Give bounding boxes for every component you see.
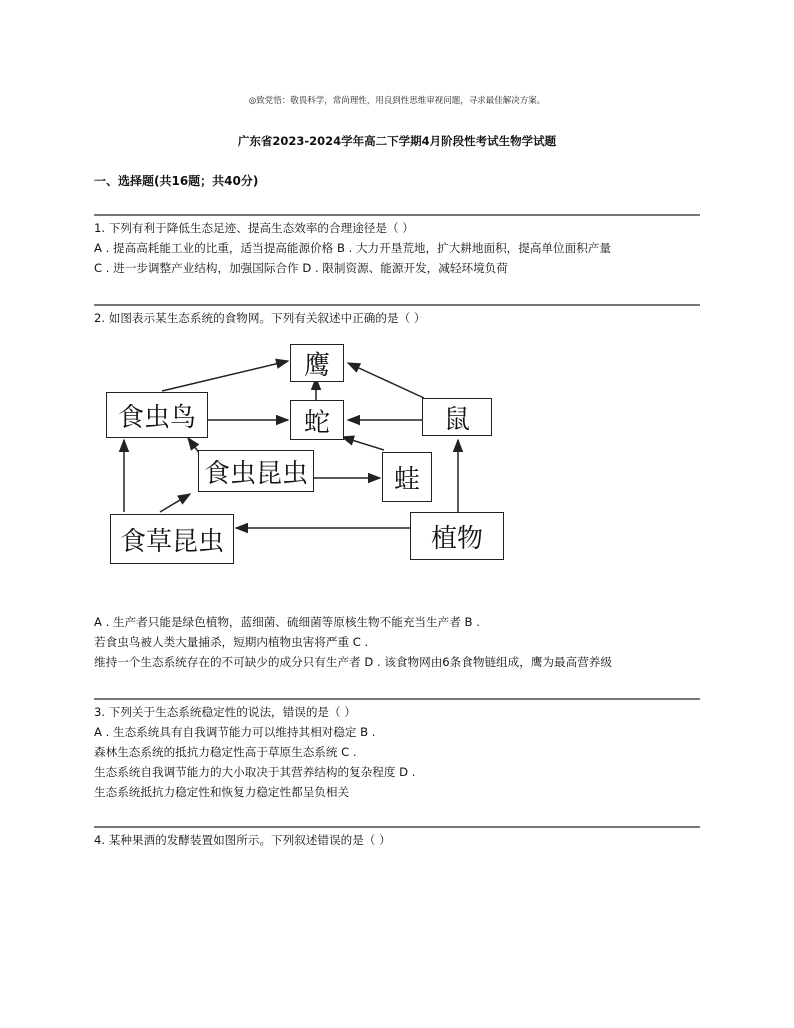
divider [94, 698, 700, 700]
question-3-option-line: A . 生态系统具有自我调节能力可以维持其相对稳定 B . [94, 725, 376, 739]
question-3-option-line: 生态系统自我调节能力的大小取决于其营养结构的复杂程度 D . [94, 765, 416, 779]
node-herbivorous-insect: 食草昆虫 [110, 514, 234, 564]
question-3 [94, 702, 700, 802]
node-insectivorous-bird: 食虫鸟 [106, 392, 208, 438]
divider [94, 826, 700, 828]
question-3-option-line: 生态系统抵抗力稳定性和恢复力稳定性都呈负相关 [94, 785, 350, 799]
question-2-stem: 2. 如图表示某生态系统的食物网。下列有关叙述中正确的是（ ） [94, 311, 426, 325]
question-2-option-line: 维持一个生态系统存在的不可缺少的成分只有生产者 D . 该食物网由6条食物链组成，鹰为最高营养级 [94, 655, 612, 669]
page-title: 广东省2023-2024学年高二下学期4月阶段性考试生物学试题 [237, 134, 557, 148]
question-4-stem: 4. 某种果酒的发酵装置如图所示。下列叙述错误的是（ ） [94, 833, 391, 847]
question-2-option-line: 若食虫鸟被人类大量捕杀，短期内植物虫害将严重 C . [94, 635, 369, 649]
node-snake: 蛇 [290, 400, 344, 440]
question-2-option-line: A . 生产者只能是绿色植物，蓝细菌、硫细菌等原核生物不能充当生产者 B . [94, 615, 480, 629]
question-1 [94, 218, 700, 278]
arrow-bird-to-hawk [162, 361, 288, 391]
arrow-herbivore-to-insect [160, 494, 190, 512]
node-plant: 植物 [410, 512, 504, 560]
question-1-options-cd: C . 进一步调整产业结构，加强国际合作 D . 限制资源、能源开发，减轻环境负荷 [94, 261, 508, 275]
food-web-diagram [104, 336, 504, 572]
divider [94, 214, 700, 216]
question-1-options-ab: A . 提高高耗能工业的比重，适当提高能源价格 B . 大力开垦荒地，扩大耕地面积，提高单位面积产量 [94, 241, 612, 255]
node-hawk: 鹰 [290, 344, 344, 382]
arrow-frog-to-snake [342, 437, 384, 450]
divider [94, 304, 700, 306]
question-1-stem: 1. 下列有利于降低生态足迹、提高生态效率的合理途径是（ ） [94, 221, 414, 235]
motto: ◎致党悟：敬畏科学，常尚理性，用良到性思维审视问题，寻求最佳解决方案。 [248, 96, 546, 106]
arrow-mouse-to-hawk [348, 363, 424, 398]
node-mouse: 鼠 [422, 398, 492, 436]
question-3-stem: 3. 下列关于生态系统稳定性的说法，错误的是（ ） [94, 705, 356, 719]
section-heading: 一、选择题(共16题；共40分) [94, 174, 259, 188]
node-insectivorous-insect: 食虫昆虫 [198, 450, 314, 492]
question-2-options [94, 612, 700, 672]
question-3-option-line: 森林生态系统的抵抗力稳定性高于草原生态系统 C . [94, 745, 357, 759]
node-frog: 蛙 [382, 452, 432, 502]
